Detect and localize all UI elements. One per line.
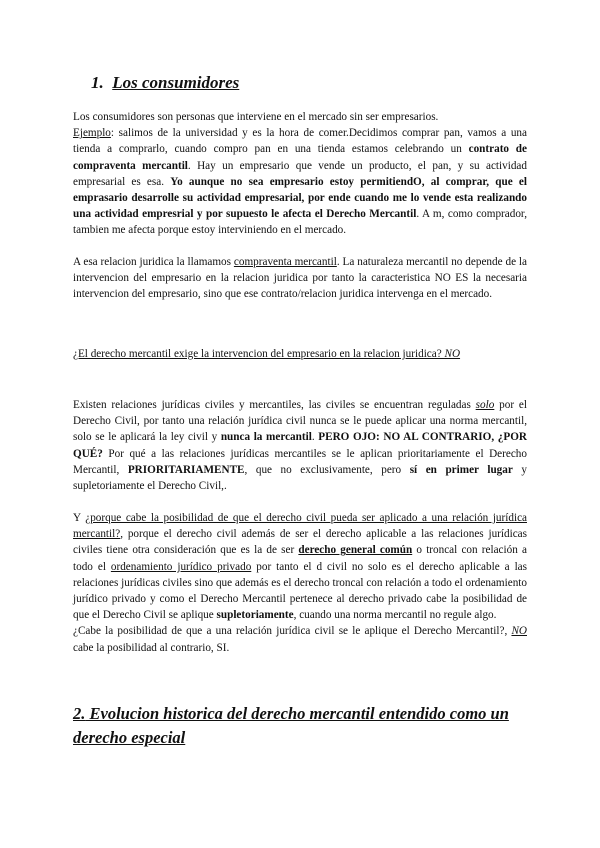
p3-text-2: por el Derecho Civil, por tanto una relación jurídica civil nunca se le puede aplicar una norma mercantil, solo se le aplicará la ley civil y xyxy=(73,399,527,444)
p2-text-2: . La naturaleza mercantil no depende de la intervencion del empresario en la relacion juridica por tanto la caracteristica NO ES la necesaria intervencion del empresario, sino que ese contrato/relacion juridica intervenga en el mercado. xyxy=(73,256,528,301)
p5-text: ¿Cabe la posibilidad de que a una relación jurídica civil se le aplique el Derecho Mercantil?, xyxy=(73,625,512,638)
p1-bold-contrato: contrato de compraventa mercantil xyxy=(73,143,527,172)
p4-text: Y xyxy=(73,512,86,524)
paragraph-3 xyxy=(73,397,527,494)
p4-underlined: ordenamiento jurídico privado xyxy=(110,560,252,573)
p3-solo: solo xyxy=(475,399,495,411)
p4-text-5: , cuando una norma mercantil no regule algo. xyxy=(293,609,497,622)
section-2-heading xyxy=(73,702,543,750)
p3-text-5: , que no exclusivamente, pero xyxy=(244,463,410,476)
p3-bold-2: PERO OJO: NO AL CONTRARIO, ¿POR QUÉ? xyxy=(73,431,528,460)
ejemplo-label: Ejemplo xyxy=(73,127,111,140)
section-1-heading xyxy=(91,73,239,93)
p3-bold-3: PRIORITARIAMENTE xyxy=(127,463,245,476)
p2-text: A esa relacion juridica la llamamos xyxy=(73,256,234,268)
p4-text-3: o troncal con relación a todo el xyxy=(73,544,527,573)
p1-text-2: . Hay un empresario que vende un producto, el pan, y su actividad empresarial es esa. xyxy=(73,159,527,188)
question-1 xyxy=(73,348,460,360)
section-1-title: Los consumidores xyxy=(112,73,240,92)
question-1-text: ¿El derecho mercantil exige la intervencion del empresario en la relacion juridica? xyxy=(73,348,445,360)
p3-text-6: y supletoriamente el Derecho Civil,. xyxy=(73,463,527,493)
p3-bold-4: sí en primer lugar xyxy=(409,463,513,476)
paragraph-4 xyxy=(73,510,527,656)
section-1-number: 1. xyxy=(91,73,104,92)
section-2-title: Evolucion historica del derecho mercantil entendido como un derecho especial xyxy=(73,704,509,747)
p1-text-3: . A m, como comprador, tambien me afecta porque estoy interviniendo en el mercado. xyxy=(73,208,527,237)
p1-bold-statement: Yo aunque no sea empresario estoy permitiendO, al comprar, que el emprasario desarrolle su actividad empresarial, por ende cuando me lo vende esta realizando una actividad empresrial y por supuesto le afecta el Derecho Mercantil xyxy=(73,175,527,221)
p1-text: : salimos de la universidad y es la hora de comer.Decidimos comprar pan, vamos a una tienda a comprarlo, cuando compro pan en una tienda estamos celebrando un xyxy=(73,127,527,156)
section-2-number: 2. xyxy=(73,704,86,723)
p1-sentence: Los consumidores son personas que interviene en el mercado sin ser empresarios. xyxy=(73,111,439,123)
p4-bold: supletoriamente xyxy=(216,609,294,622)
paragraph-1 xyxy=(73,109,527,239)
p5-text-2: cabe la posibilidad al contrario, SI. xyxy=(73,641,230,654)
p3-text: Existen relaciones jurídicas civiles y mercantiles, las civiles se encuentran reguladas xyxy=(73,399,476,411)
p5-no: NO xyxy=(511,625,527,638)
p3-text-4: Por qué a las relaciones jurídicas mercantiles se le aplican prioritariamente el Derecho Mercantil, xyxy=(73,447,527,476)
p4-text-4: por tanto el d civil no solo es el derecho aplicable a las relaciones jurídicas civiles sino que además es el derecho troncal con relación a todo el ordenamiento jurídico privado y como el Derecho Mercantil pertenece al derecho privado cabe la posibilidad de que el Derecho Civil se aplique xyxy=(73,560,527,622)
p4-question: ¿porque cabe la posibilidad de que el derecho civil pueda ser aplicado a una relación jurídica mercantil? xyxy=(73,512,527,541)
p4-bold-underlined: derecho general común xyxy=(298,544,413,557)
p3-bold-1: nunca la mercantil xyxy=(220,431,312,444)
p3-text-3: . xyxy=(311,431,319,444)
paragraph-2 xyxy=(73,254,527,303)
p2-underlined: compraventa mercantil xyxy=(233,256,337,268)
p4-text-2: , porque el derecho civil además de ser el derecho aplicable a las relaciones jurídicas civiles tiene otra consideración que es la de ser xyxy=(73,528,527,557)
question-1-answer: NO xyxy=(444,348,461,360)
